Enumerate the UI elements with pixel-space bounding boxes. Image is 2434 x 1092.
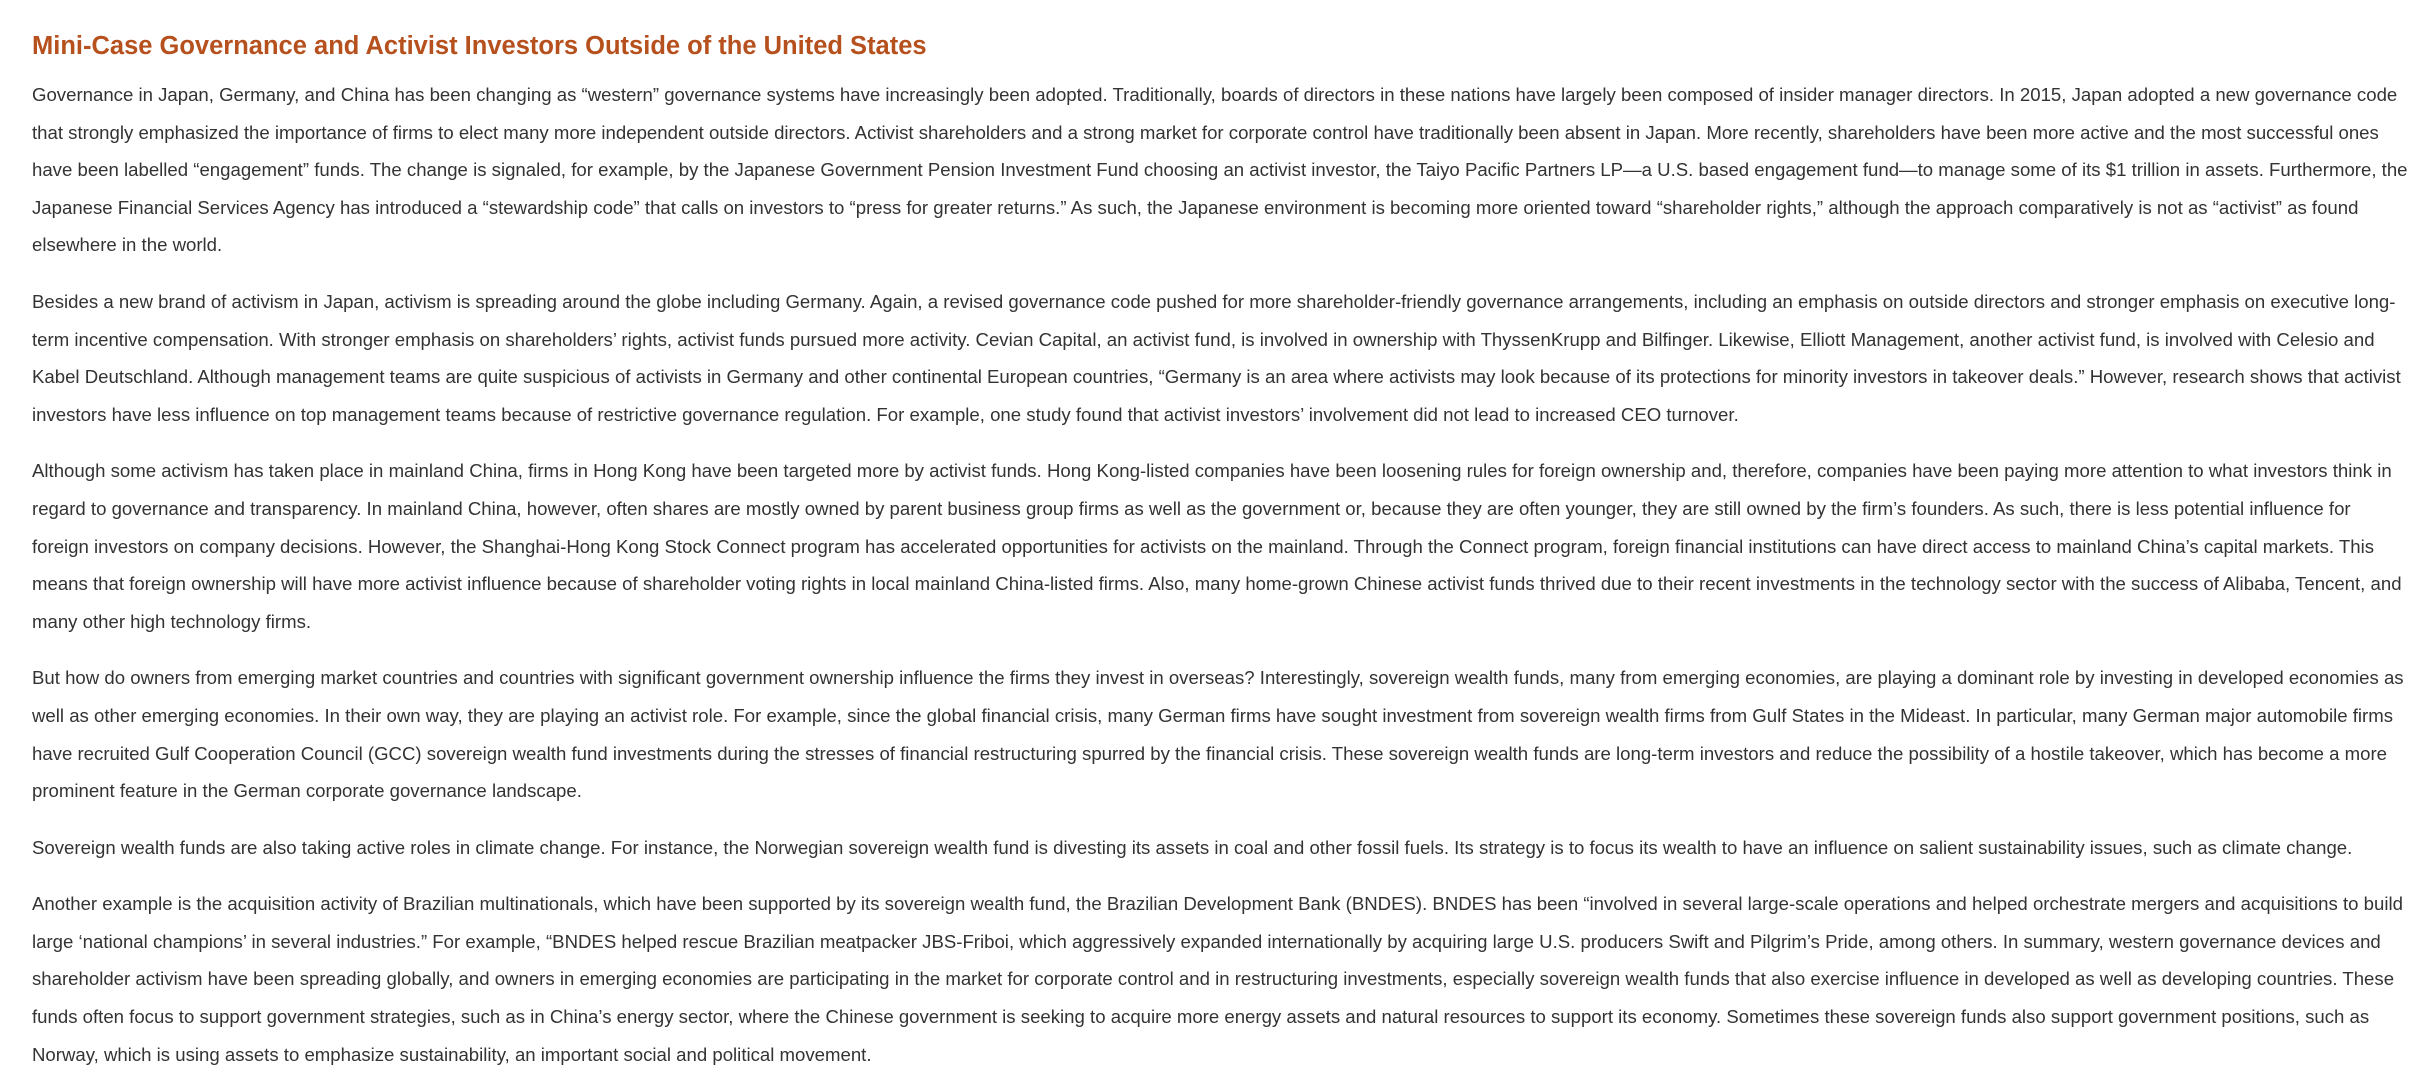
paragraph-emerging-markets: But how do owners from emerging market countries and countries with significant government ownership influence the firms they invest in overseas? Interestingly, sovereign wealth funds, many from emerging economies, are playing a dominant role by investing in developed economies as well as other emerging economies. In their own way, they are playing an activist role. For example, since the global financial crisis, many German firms have sought investment from sovereign wealth firms from Gulf States in the Mideast. In particular, many German major automobile firms have recruited Gulf Cooperation Council (GCC) sovereign wealth fund investments during the stresses of financial restructuring spurred by the financial crisis. These sovereign wealth funds are long-term investors and reduce the possibility of a hostile takeover, which has become a more prominent feature in the German corporate governance landscape. xyxy=(32,667,2404,802)
paragraph-china: Although some activism has taken place in mainland China, firms in Hong Kong have been targeted more by activist funds. Hong Kong-listed companies have been loosening rules for foreign ownership and, therefore, companies have been paying more attention to what investors think in regard to governance and transparency. In mainland China, however, often shares are mostly owned by parent business group firms as well as the government or, because they are often younger, they are still owned by the firm’s founders. As such, there is less potential influence for foreign investors on company decisions. However, the Shanghai-Hong Kong Stock Connect program has accelerated opportunities for activists on the mainland. Through the Connect program, foreign financial institutions can have direct access to mainland China’s capital markets. This means that foreign ownership will have more activist influence because of shareholder voting rights in local mainland China-listed firms. Also, many home-grown Chinese activist funds thrived due to their recent investments in the technology sector with the success of Alibaba, Tencent, and many other high technology firms. xyxy=(32,460,2402,632)
paragraph-germany: Besides a new brand of activism in Japan, activism is spreading around the globe including Germany. Again, a revised governance code pushed for more shareholder-friendly governance arrangements, including an emphasis on outside directors and stronger emphasis on executive long-term incentive compensation. With stronger emphasis on shareholders’ rights, activist funds pursued more activity. Cevian Capital, an activist fund, is involved in ownership with ThyssenKrupp and Bilfinger. Likewise, Elliott Management, another activist fund, is involved with Celesio and Kabel Deutschland. Although management teams are quite suspicious of activists in Germany and other continental European countries, “Germany is an area where activists may look because of its protections for minority investors in takeover deals.” However, research shows that activist investors have less influence on top management teams because of restrictive governance regulation. For example, one study found that activist investors’ involvement did not lead to increased CEO turnover. xyxy=(32,290,2401,425)
document-page xyxy=(32,30,2412,1092)
paragraph-japan: Governance in Japan, Germany, and China has been changing as “western” governance systems have increasingly been adopted. Traditionally, boards of directors in these nations have largely been composed of insider manager directors. In 2015, Japan adopted a new governance code that strongly emphasized the importance of firms to elect many more independent outside directors. Activist shareholders and a strong market for corporate control have traditionally been absent in Japan. More recently, shareholders have been more active and the most successful ones have been labelled “engagement” funds. The change is signaled, for example, by the Japanese Government Pension Investment Fund choosing an activist investor, the Taiyo Pacific Partners LP—a U.S. based engagement fund—to manage some of its $1 trillion in assets. Furthermore, the Japanese Financial Services Agency has introduced a “stewardship code” that calls on investors to “press for greater returns.” As such, the Japanese environment is becoming more oriented toward “shareholder rights,” although the approach comparatively is not as “activist” as found elsewhere in the world. xyxy=(32,84,2408,256)
paragraph-climate-change: Sovereign wealth funds are also taking active roles in climate change. For instance, the Norwegian sovereign wealth fund is divesting its assets in coal and other fossil fuels. Its strategy is to focus its wealth to have an influence on salient sustainability issues, such as climate change. xyxy=(32,836,2353,858)
page-title: Mini-Case Governance and Activist Investors Outside of the United States xyxy=(32,32,927,60)
paragraph-brazil: Another example is the acquisition activity of Brazilian multinationals, which have been supported by its sovereign wealth fund, the Brazilian Development Bank (BNDES). BNDES has been “involved in several large-scale operations and helped orchestrate mergers and acquisitions to build large ‘national champions’ in several industries.” For example, “BNDES helped rescue Brazilian meatpacker JBS-Friboi, which aggressively expanded internationally by acquiring large U.S. producers Swift and Pilgrim’s Pride, among others. In summary, western governance devices and shareholder activism have been spreading globally, and owners in emerging economies are participating in the market for corporate control and in restructuring investments, especially sovereign wealth funds that also exercise influence in developed as well as developing countries. These funds often focus to support government strategies, such as in China’s energy sector, where the Chinese government is seeking to acquire more energy assets and natural resources to support its economy. Sometimes these sovereign funds also support government positions, such as Norway, which is using assets to emphasize sustainability, an important social and political movement. xyxy=(32,893,2403,1065)
